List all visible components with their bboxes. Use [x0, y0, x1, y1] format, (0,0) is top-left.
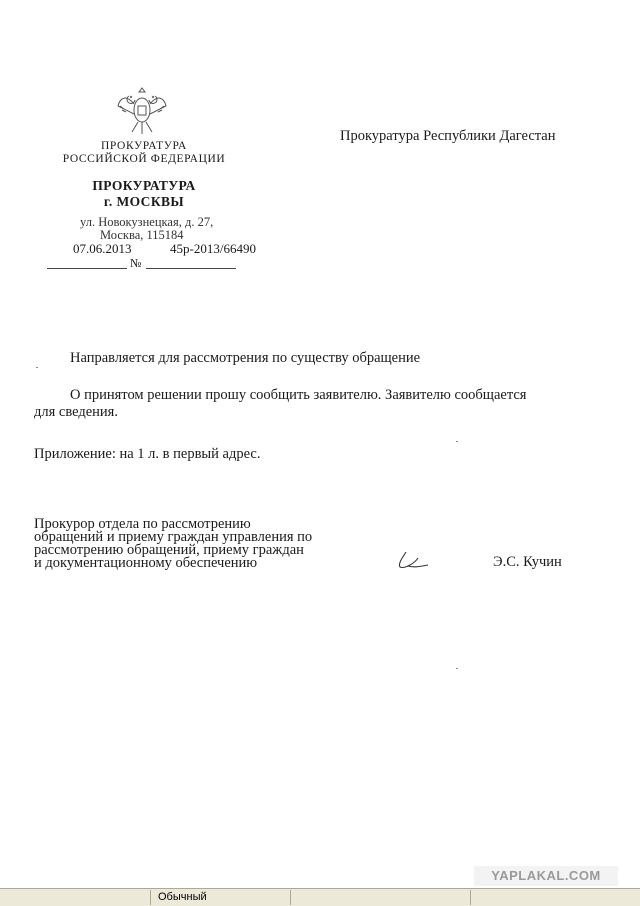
signatory-title-line1: Прокурор отдела по рассмотрению	[34, 516, 251, 532]
number-blank-line	[146, 268, 236, 269]
office-name-line1: ПРОКУРАТУРА	[92, 178, 196, 193]
site-watermark: YAPLAKAL.COM	[474, 866, 618, 886]
status-segment	[470, 890, 640, 905]
address-line1: ул. Новокузнецкая, д. 27,	[80, 215, 214, 229]
org-name-line1: ПРОКУРАТУРА	[101, 140, 187, 152]
signatory-title-line3: рассмотрению обращений, приему граждан	[34, 542, 304, 558]
status-segment	[290, 890, 470, 905]
body-paragraph-2-line1: О принятом решении прошу сообщить заявителю. Заявителю сообщается	[70, 387, 527, 403]
recipient: Прокуратура Республики Дагестан	[340, 128, 556, 144]
signatory-name: Э.С. Кучин	[493, 554, 562, 570]
status-bar	[0, 888, 640, 906]
registration-number: 45р-2013/66490	[170, 241, 256, 256]
address-line2: Москва, 115184	[100, 228, 184, 242]
style-name-label[interactable]: Обычный	[158, 891, 207, 903]
body-paragraph-1: Направляется для рассмотрения по существу обращение	[70, 350, 421, 366]
org-name-line2: РОССИЙСКОЙ ФЕДЕРАЦИИ	[62, 153, 226, 165]
coat-of-arms-emblem	[116, 84, 168, 136]
office-name-line2: г. МОСКВЫ	[103, 194, 185, 209]
date-blank-line	[47, 268, 127, 269]
scan-dot	[456, 668, 458, 669]
document-date: 07.06.2013	[73, 241, 132, 256]
signatory-title-line4: и документационному обеспечению	[34, 555, 258, 571]
scan-dot	[36, 367, 38, 368]
number-sign: №	[130, 256, 142, 270]
scan-dot	[456, 441, 458, 442]
signatory-title-line2: обращений и приему граждан управления по	[34, 529, 313, 545]
attachment-note: Приложение: на 1 л. в первый адрес.	[34, 446, 261, 462]
body-paragraph-2-line2: для сведения.	[34, 404, 118, 420]
handwritten-signature	[396, 548, 432, 572]
